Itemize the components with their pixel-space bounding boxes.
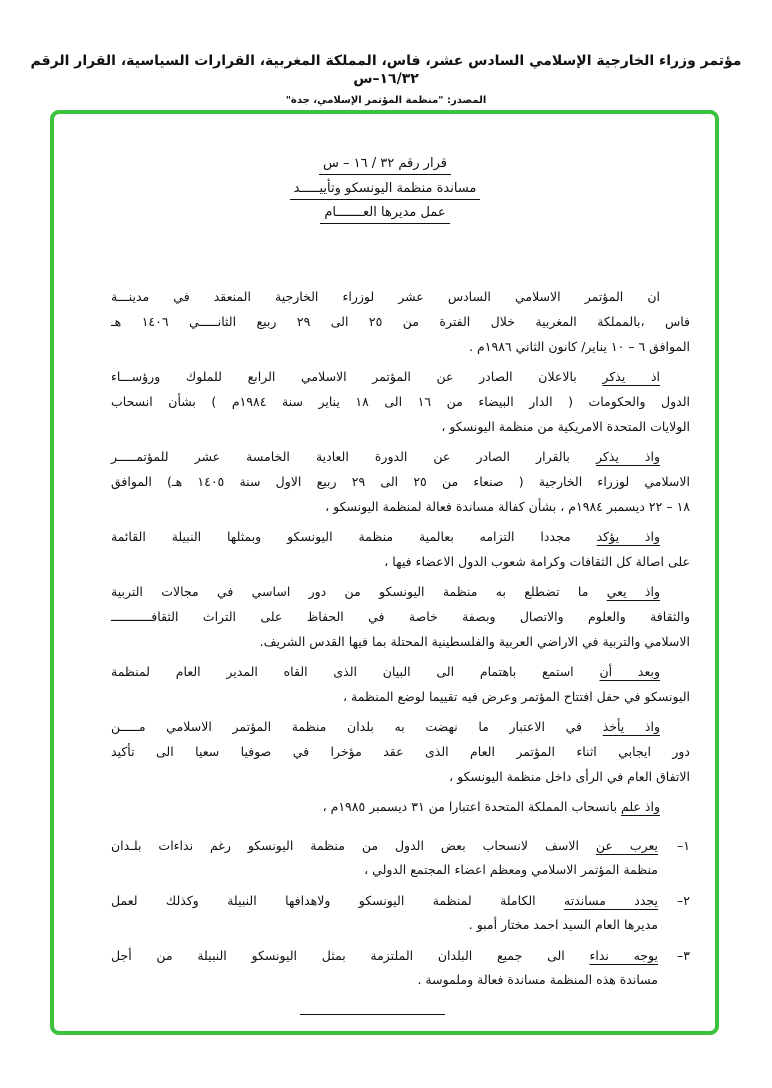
- clause-number: ٣–: [677, 948, 690, 963]
- paragraph-line-text: دور ايجابي اثناء المؤتمر العام الذى عقد مؤخرا في صوفيا سعيا الى تأكيد: [111, 744, 690, 759]
- clause-line-text: الاسف لانسحاب بعض الدول من منظمة اليونسكو رغم نداءات بلـدان: [111, 838, 579, 853]
- paragraph-line-text: اليونسكو في حفل افتتاح المؤتمر وعرض فيه تقييما لوضع المنظمة ،: [343, 689, 690, 704]
- clause-line: [111, 834, 658, 858]
- paragraph-line: [111, 549, 690, 574]
- resolution-body: [90, 284, 690, 992]
- clause-line-text: الى جميع البلدان الملتزمة بمثل اليونسكو النبيلة من أجل: [111, 948, 565, 963]
- resolution-number-text: قرار رقم ٣٢ / ١٦ – س: [319, 156, 451, 175]
- paragraph-line: [111, 524, 690, 549]
- paragraph-line-text: الاتفاق العام في الرأى داخل منظمة اليونسكو ،: [449, 769, 690, 784]
- clause-line-text: منظمة المؤتمر الاسلامي ومعظم اعضاء المجتمع الدولي ،: [364, 862, 658, 877]
- preamble-paragraph: [111, 659, 690, 709]
- clause-line: [111, 913, 658, 937]
- preamble-paragraph: [111, 364, 690, 439]
- paragraph-line-text: على اصالة كل الثقافات وكرامة شعوب الدول الاعضاء فيها ،: [384, 554, 690, 569]
- clause-lead-phrase: يوجه نداء: [589, 948, 658, 963]
- clause-body: [111, 889, 658, 937]
- paragraph-line-text: فاس ،بالمملكة المغربية خلال الفترة من ٢٥ الى ٢٩ ربيع الثانـــــي ١٤٠٦ هـ: [111, 314, 691, 329]
- paragraph-line-text: الولايات المتحدة الامريكية من منظمة اليونسكو ،: [441, 419, 690, 434]
- clause-line-text: الكاملة لمنظمة اليونسكو ولاهدافها النبيلة وكذلك لعمل: [111, 893, 536, 908]
- resolution-number: [170, 156, 600, 171]
- document-header-title: مؤتمر وزراء الخارجية الإسلامي السادس عشر، فاس، المملكة المغربية، القرارات السياسية، القرار الرقم ١٦/٣٢–س: [30, 53, 742, 87]
- paragraph-lead-phrase: واذ يذكر: [595, 449, 660, 464]
- resolution-subject-line2: [170, 205, 600, 220]
- paragraph-line-text: بانسحاب المملكة المتحدة اعتبارا من ٣١ ديسمبر ١٩٨٥م ،: [322, 799, 618, 814]
- paragraph-line-text: بالقرار الصادر عن الدورة العادية الخامسة عشر للمؤتمـــــر: [111, 449, 570, 464]
- closing-rule: [300, 1014, 445, 1015]
- paragraph-line-text: ان المؤتمر الاسلامي السادس عشر لوزراء الخارجية المنعقد في مدينـــة: [111, 289, 660, 304]
- clause-line: [111, 858, 658, 882]
- paragraph-line: [111, 659, 690, 684]
- clause-body: [111, 944, 658, 992]
- paragraph-lead-phrase: واذ يعي: [606, 584, 660, 599]
- paragraph-line: [111, 579, 690, 604]
- clause-line-text: مساندة هذه المنظمة مساندة فعالة وملموسة .: [417, 972, 658, 987]
- preamble-paragraph: [111, 794, 690, 819]
- paragraph-line: [111, 334, 690, 359]
- clause-line: [111, 944, 658, 968]
- clause-number: ١–: [677, 838, 690, 853]
- paragraph-line-text: الاسلامي لوزراء الخارجية ( صنعاء من ٢٥ الى ٢٩ ربيع الاول سنة ١٤٠٥ هـ) الموافق: [111, 474, 690, 489]
- paragraph-lead-phrase: وبعد أن: [599, 664, 660, 679]
- paragraph-line-text: في الاعتبار ما نهضت به بلدان منظمة المؤتمر الاسلامي مـــــن: [111, 719, 583, 734]
- paragraph-line: [111, 714, 690, 739]
- preamble-paragraph: [111, 524, 690, 574]
- operative-clauses: [90, 834, 690, 992]
- clause-line-text: مديرها العام السيد احمد مختار أمبو .: [468, 917, 658, 932]
- paragraph-line: [111, 444, 690, 469]
- paragraph-lead-phrase: واذ علم: [621, 799, 660, 814]
- paragraph-lead-phrase: واذ يؤكد: [596, 529, 660, 544]
- clause-lead-phrase: يجدد مساندته: [564, 893, 658, 908]
- clause-number: ٢–: [677, 893, 690, 908]
- paragraph-line: [111, 764, 690, 789]
- operative-clause: [90, 944, 690, 992]
- paragraph-line: [111, 494, 690, 519]
- resolution-subject-text2: عمل مديرها العـــــــام: [320, 205, 449, 224]
- operative-clause: [90, 834, 690, 882]
- clause-line: [111, 889, 658, 913]
- paragraph-line-text: مجددا التزامه بعالمية منظمة اليونسكو وبمثلها النبيلة القائمة: [111, 529, 571, 544]
- paragraph-line-text: الموافق ٦ – ١٠ يناير/ كانون الثاني ١٩٨٦م .: [469, 339, 690, 354]
- paragraph-line-text: بالاعلان الصادر عن المؤتمر الاسلامي الرابع للملوك ورؤســـاء: [111, 369, 577, 384]
- paragraph-line-text: ١٨ – ٢٢ ديسمبر ١٩٨٤م ، بشأن كفالة مساندة فعالة لمنظمة اليونسكو ،: [325, 499, 690, 514]
- paragraph-line: [111, 364, 690, 389]
- paragraph-lead-phrase: واذ يأخذ: [602, 719, 660, 734]
- document-source: المصدر: "منظمة المؤتمر الإسلامي، جدة": [285, 95, 487, 106]
- preamble-paragraph: [111, 444, 690, 519]
- preamble-paragraph: [111, 579, 690, 654]
- paragraph-line: [111, 684, 690, 709]
- document-header: [10, 52, 762, 107]
- operative-clause: [90, 889, 690, 937]
- paragraph-line: [111, 469, 690, 494]
- clause-body: [111, 834, 658, 882]
- clause-lead-phrase: يعرب عن: [595, 838, 659, 853]
- paragraph-line-text: ما تضطلع به منظمة اليونسكو من دور اساسي في مجالات التربية: [111, 584, 589, 599]
- resolution-subject-line1: [170, 181, 600, 196]
- paragraph-line: [111, 389, 690, 414]
- paragraph-lead-phrase: اذ يذكر: [602, 369, 660, 384]
- preamble: [90, 284, 690, 819]
- paragraph-line-text: استمع باهتمام الى البيان الذى القاه المدير العام لمنظمة: [111, 664, 574, 679]
- resolution-subject-text1: مساندة منظمة اليونسكو وتأييـــــد: [290, 181, 481, 200]
- paragraph-line: [111, 309, 690, 334]
- paragraph-line: [111, 414, 690, 439]
- preamble-paragraph: [111, 284, 690, 359]
- paragraph-line-text: الاسلامي والتربية في الاراضي العربية والفلسطينية المحتلة بما فيها القدس الشريف.: [259, 634, 690, 649]
- paragraph-line-text: الدول والحكومات ( الدار البيضاء من ١٦ الى ١٨ يناير سنة ١٩٨٤م ) بشأن انسحاب: [111, 394, 690, 409]
- paragraph-line: [111, 604, 690, 629]
- paragraph-line: [111, 739, 690, 764]
- paragraph-line: [111, 284, 690, 309]
- paragraph-line-text: والثقافة والعلوم والاتصال وبصفة خاصة في الحفاظ على التراث الثقافـــــــــــ: [111, 609, 690, 624]
- paragraph-line: [111, 794, 690, 819]
- clause-line: [111, 968, 658, 992]
- preamble-paragraph: [111, 714, 690, 789]
- paragraph-line: [111, 629, 690, 654]
